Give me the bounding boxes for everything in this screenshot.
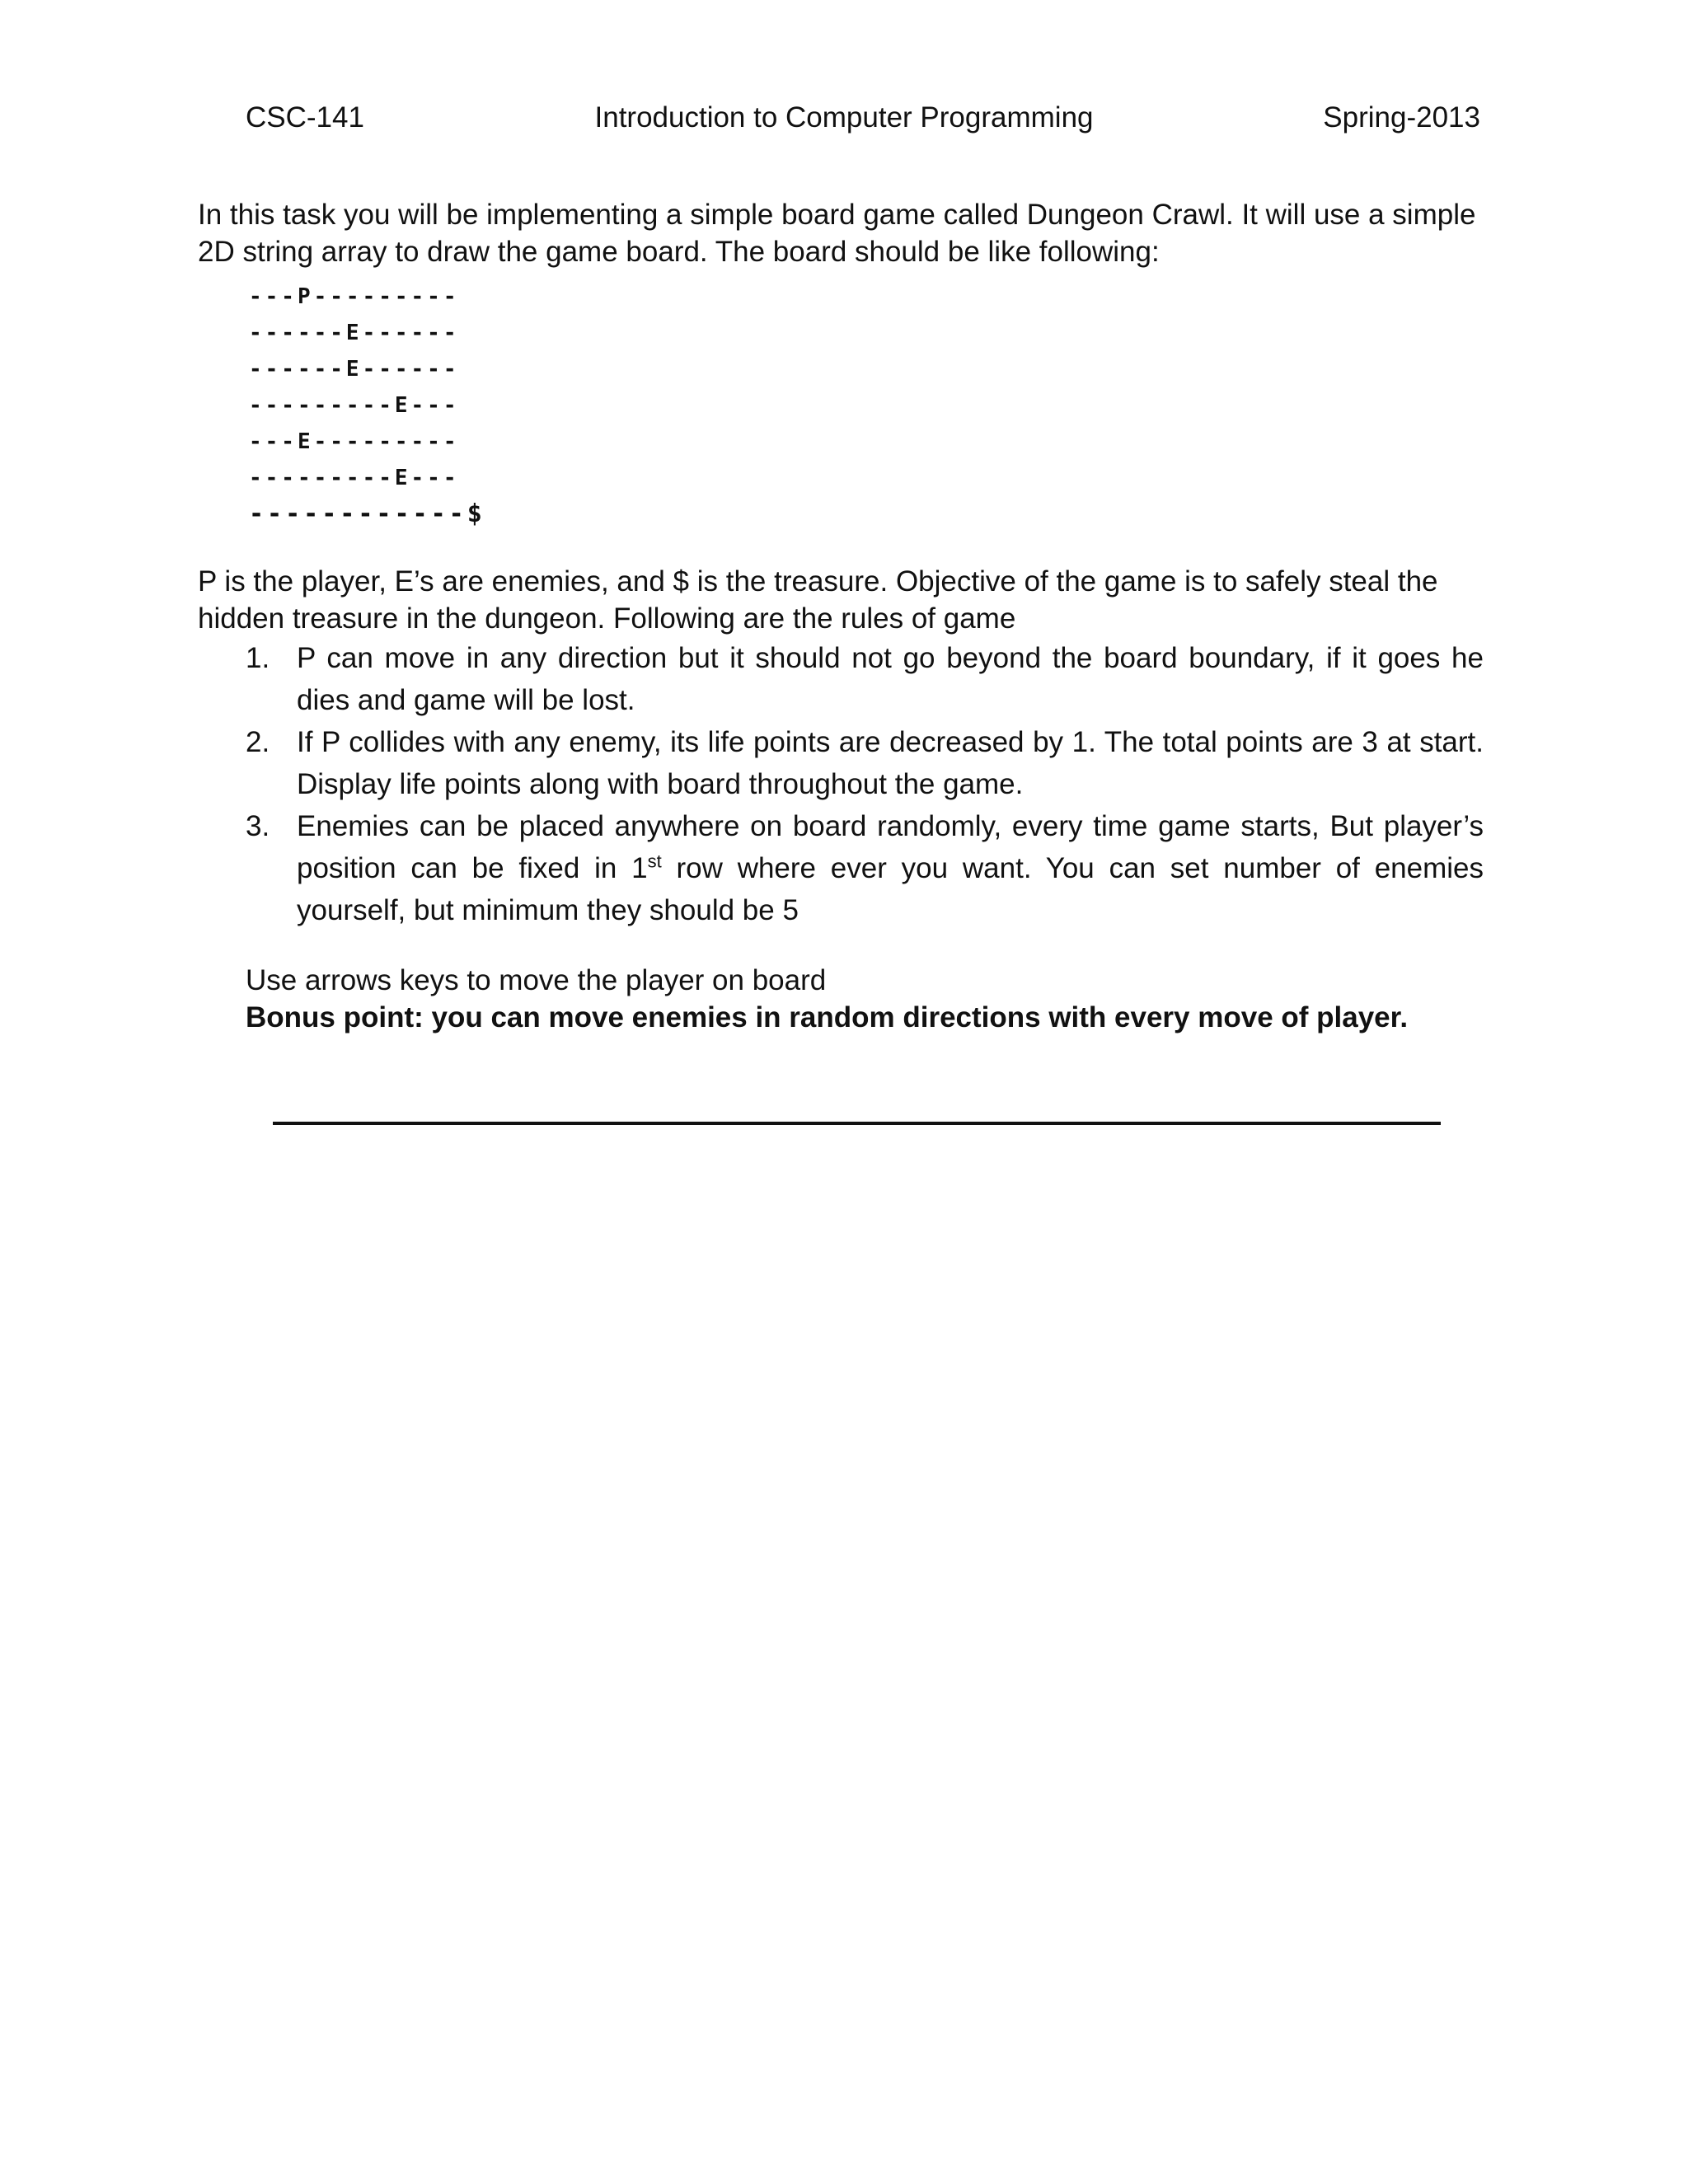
instructions-block — [246, 962, 1482, 1036]
rule-number: 3. — [246, 810, 270, 842]
course-code: CSC-141 — [246, 101, 364, 134]
rule-item — [246, 721, 1484, 805]
rule-number: 2. — [246, 726, 270, 758]
board-row: ------E------ — [249, 357, 460, 382]
rule-number: 1. — [246, 642, 270, 674]
rule-text: If P collides with any enemy, its life points are decreased by 1. The total points are 3 at start. Display life points along with board throughout the game. — [297, 726, 1484, 800]
course-title: Introduction to Computer Programming — [594, 101, 1094, 134]
board-row: ------E------ — [249, 321, 460, 345]
rule-text: P can move in any direction but it should not go beyond the board boundary, if it goes he dies and game will be lost. — [297, 642, 1484, 716]
game-board — [249, 279, 546, 532]
rule-text-continued: row where ever you want. You can set number of enemies yourself, but minimum they should be 5 — [297, 852, 1484, 926]
board-row: ---------E--- — [249, 466, 460, 490]
description-paragraph: P is the player, E’s are enemies, and $ is the treasure. Objective of the game is to safely steal the hidden treasure in the dungeon. Following are the rules of game — [198, 565, 1438, 635]
instructions-text: Use arrows keys to move the player on board — [246, 964, 827, 996]
horizontal-divider — [273, 1122, 1441, 1125]
ordinal-suffix: st — [647, 851, 662, 872]
board-row: ---------E--- — [249, 393, 460, 418]
rule-item — [246, 637, 1484, 721]
bonus-text: Bonus point: you can move enemies in random directions with every move of player. — [246, 1001, 1409, 1033]
board-row: ---P--------- — [249, 284, 460, 309]
rules-list — [246, 637, 1484, 931]
page-header — [0, 97, 1688, 138]
intro-paragraph: In this task you will be implementing a simple board game called Dungeon Crawl. It will use a simple 2D string array to draw the game board. The board should be like following: — [198, 199, 1476, 268]
board-row: ------------$ — [249, 499, 485, 528]
rule-item — [246, 805, 1484, 931]
rule-text: Enemies can be placed anywhere on board randomly, every time game starts, But player’s position can be fixed in 1 — [297, 810, 1484, 884]
board-row: ---E--------- — [249, 429, 460, 454]
term-label: Spring-2013 — [1323, 101, 1480, 134]
